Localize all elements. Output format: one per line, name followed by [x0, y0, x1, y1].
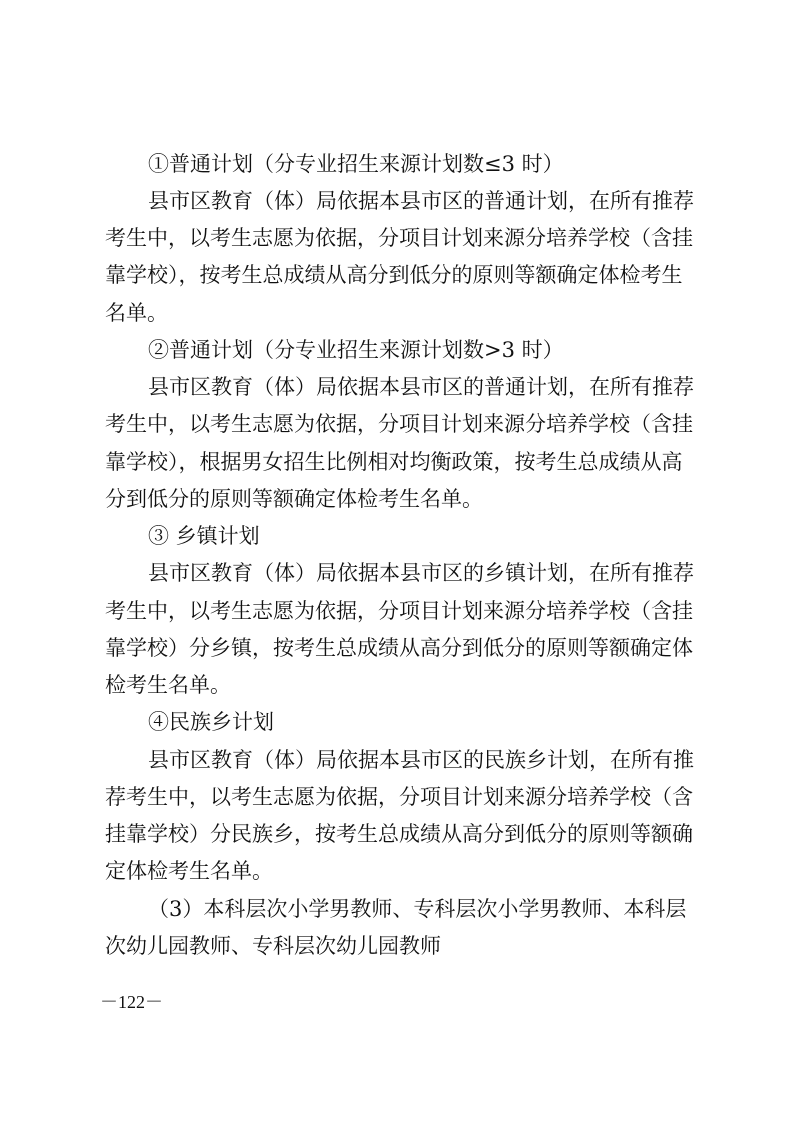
paragraph-line: 县市区教育（体）局依据本县市区的普通计划，在所有推荐 [148, 189, 694, 213]
paragraph-line: 考生中，以考生志愿为依据，分项目计划来源分培养学校（含挂 [105, 412, 693, 436]
paragraph-line: 考生中，以考生志愿为依据，分项目计划来源分培养学校（含挂 [105, 226, 693, 250]
section-heading: ③ 乡镇计划 [148, 524, 260, 548]
paragraph-line: 县市区教育（体）局依据本县市区的普通计划，在所有推荐 [148, 375, 694, 399]
paragraph-line: 靠学校）分乡镇，按考生总成绩从高分到低分的原则等额确定体 [105, 636, 693, 660]
paragraph-line: 县市区教育（体）局依据本县市区的民族乡计划，在所有推 [148, 748, 694, 772]
paragraph-line: 分到低分的原则等额确定体检考生名单。 [105, 487, 483, 511]
paragraph-line: 挂靠学校）分民族乡，按考生总成绩从高分到低分的原则等额确 [105, 822, 693, 846]
section-heading: ②普通计划（分专业招生来源计划数>3 时） [148, 338, 564, 362]
paragraph-line: 名单。 [105, 301, 168, 325]
paragraph-line: 定体检考生名单。 [105, 859, 273, 883]
paragraph-line: 靠学校），根据男女招生比例相对均衡政策，按考生总成绩从高 [105, 450, 683, 474]
page-number: －122－ [100, 992, 163, 1012]
paragraph-line: 检考生名单。 [105, 673, 231, 697]
section-heading: ①普通计划（分专业招生来源计划数≤3 时） [148, 152, 564, 176]
section-heading: （3）本科层次小学男教师、专科层次小学男教师、本科层 [148, 897, 687, 921]
paragraph-line: 靠学校），按考生总成绩从高分到低分的原则等额确定体检考生 [105, 263, 683, 287]
paragraph-line: 考生中，以考生志愿为依据，分项目计划来源分培养学校（含挂 [105, 599, 693, 623]
paragraph-line: 县市区教育（体）局依据本县市区的乡镇计划，在所有推荐 [148, 561, 694, 585]
paragraph-line: 荐考生中，以考生志愿为依据，分项目计划来源分培养学校（含 [105, 785, 693, 809]
paragraph-line: 次幼儿园教师、专科层次幼儿园教师 [105, 934, 441, 958]
section-heading: ④民族乡计划 [148, 710, 274, 734]
